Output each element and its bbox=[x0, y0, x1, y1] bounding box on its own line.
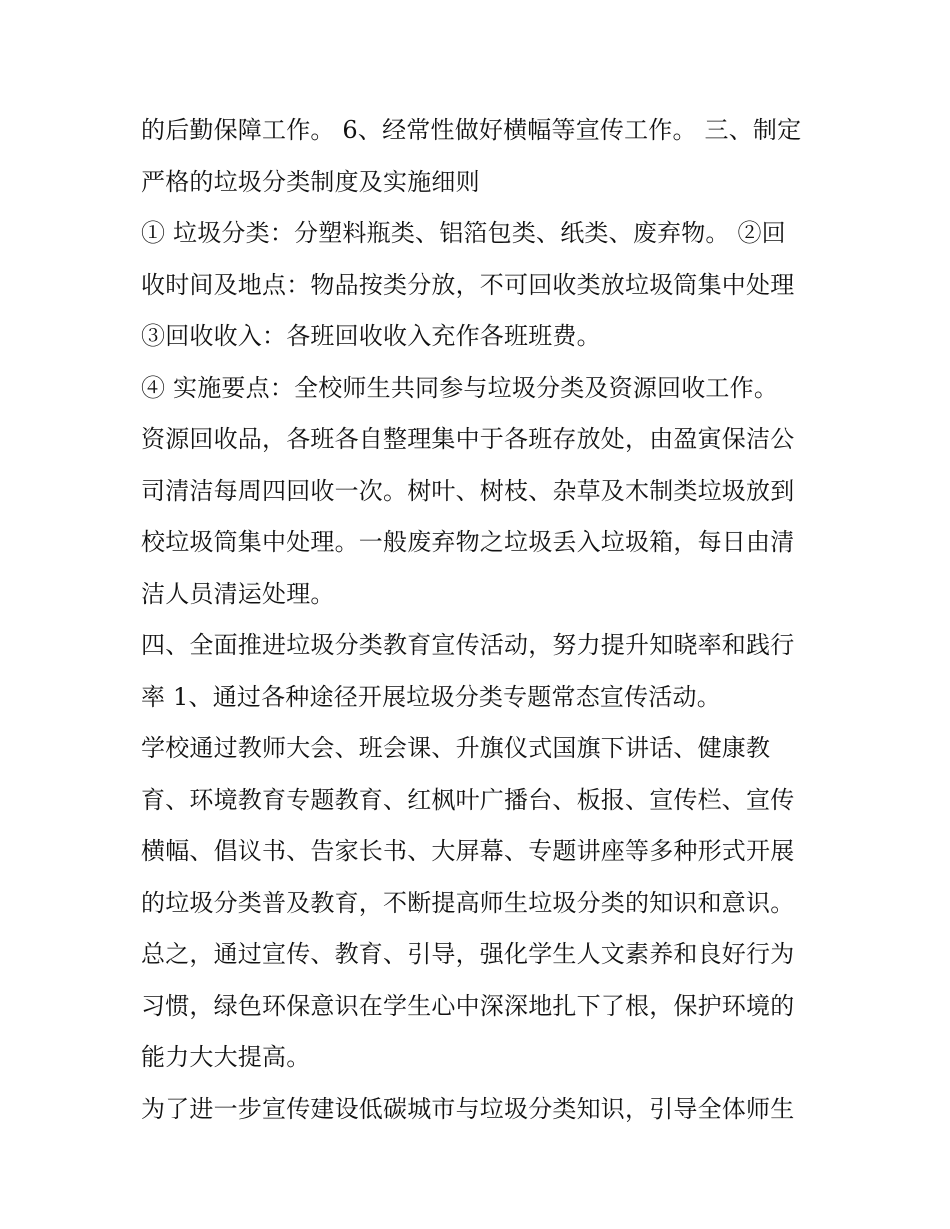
text-line: ① 垃圾分类：分塑料瓶类、铝箔包类、纸类、废弃物。 ②回 bbox=[141, 219, 786, 247]
text-line: 收时间及地点：物品按类分放，不可回收类放垃圾筒集中处理 bbox=[141, 270, 795, 299]
text-line: 严格的垃圾分类制度及实施细则 bbox=[141, 167, 480, 196]
text-line: 四、全面推进垃圾分类教育宣传活动，努力提升知晓率和践行 bbox=[141, 631, 795, 659]
text-line: 横幅、倡议书、告家长书、大屏幕、专题讲座等多种形式开展 bbox=[141, 837, 795, 865]
text-line: 能力大大提高。 bbox=[141, 1043, 311, 1071]
text-line: 率 1、通过各种途径开展垃圾分类专题常态宣传活动。 bbox=[141, 682, 721, 711]
text-line: 为了进一步宣传建设低碳城市与垃圾分类知识，引导全体师生 bbox=[141, 1094, 795, 1123]
text-line: 总之，通过宣传、教育、引导，强化学生人文素养和良好行为 bbox=[141, 940, 795, 968]
text-line: 资源回收品，各班各自整理集中于各班存放处，由盈寅保洁公 bbox=[141, 425, 795, 453]
text-line: 育、环境教育专题教育、红枫叶广播台、板报、宣传栏、宣传 bbox=[141, 785, 795, 814]
text-line: 的后勤保障工作。 6、经常性做好横幅等宣传工作。 三、制定 bbox=[141, 116, 802, 144]
text-line: 的垃圾分类普及教育，不断提高师生垃圾分类的知识和意识。 bbox=[141, 888, 795, 917]
text-line: 洁人员清运处理。 bbox=[141, 579, 335, 608]
text-line: 习惯，绿色环保意识在学生心中深深地扎下了根，保护环境的 bbox=[141, 991, 795, 1020]
text-line: 学校通过教师大会、班会课、升旗仪式国旗下讲话、健康教 bbox=[141, 734, 771, 762]
text-line: 校垃圾筒集中处理。一般废弃物之垃圾丢入垃圾箱，每日由清 bbox=[141, 528, 795, 556]
text-line: 司清洁每周四回收一次。树叶、树枝、杂草及木制类垃圾放到 bbox=[141, 476, 795, 505]
text-line: ③回收收入：各班回收收入充作各班班费。 bbox=[141, 322, 601, 350]
text-line: ④ 实施要点：全校师生共同参与垃圾分类及资源回收工作。 bbox=[141, 373, 779, 402]
body-text bbox=[141, 105, 821, 1135]
